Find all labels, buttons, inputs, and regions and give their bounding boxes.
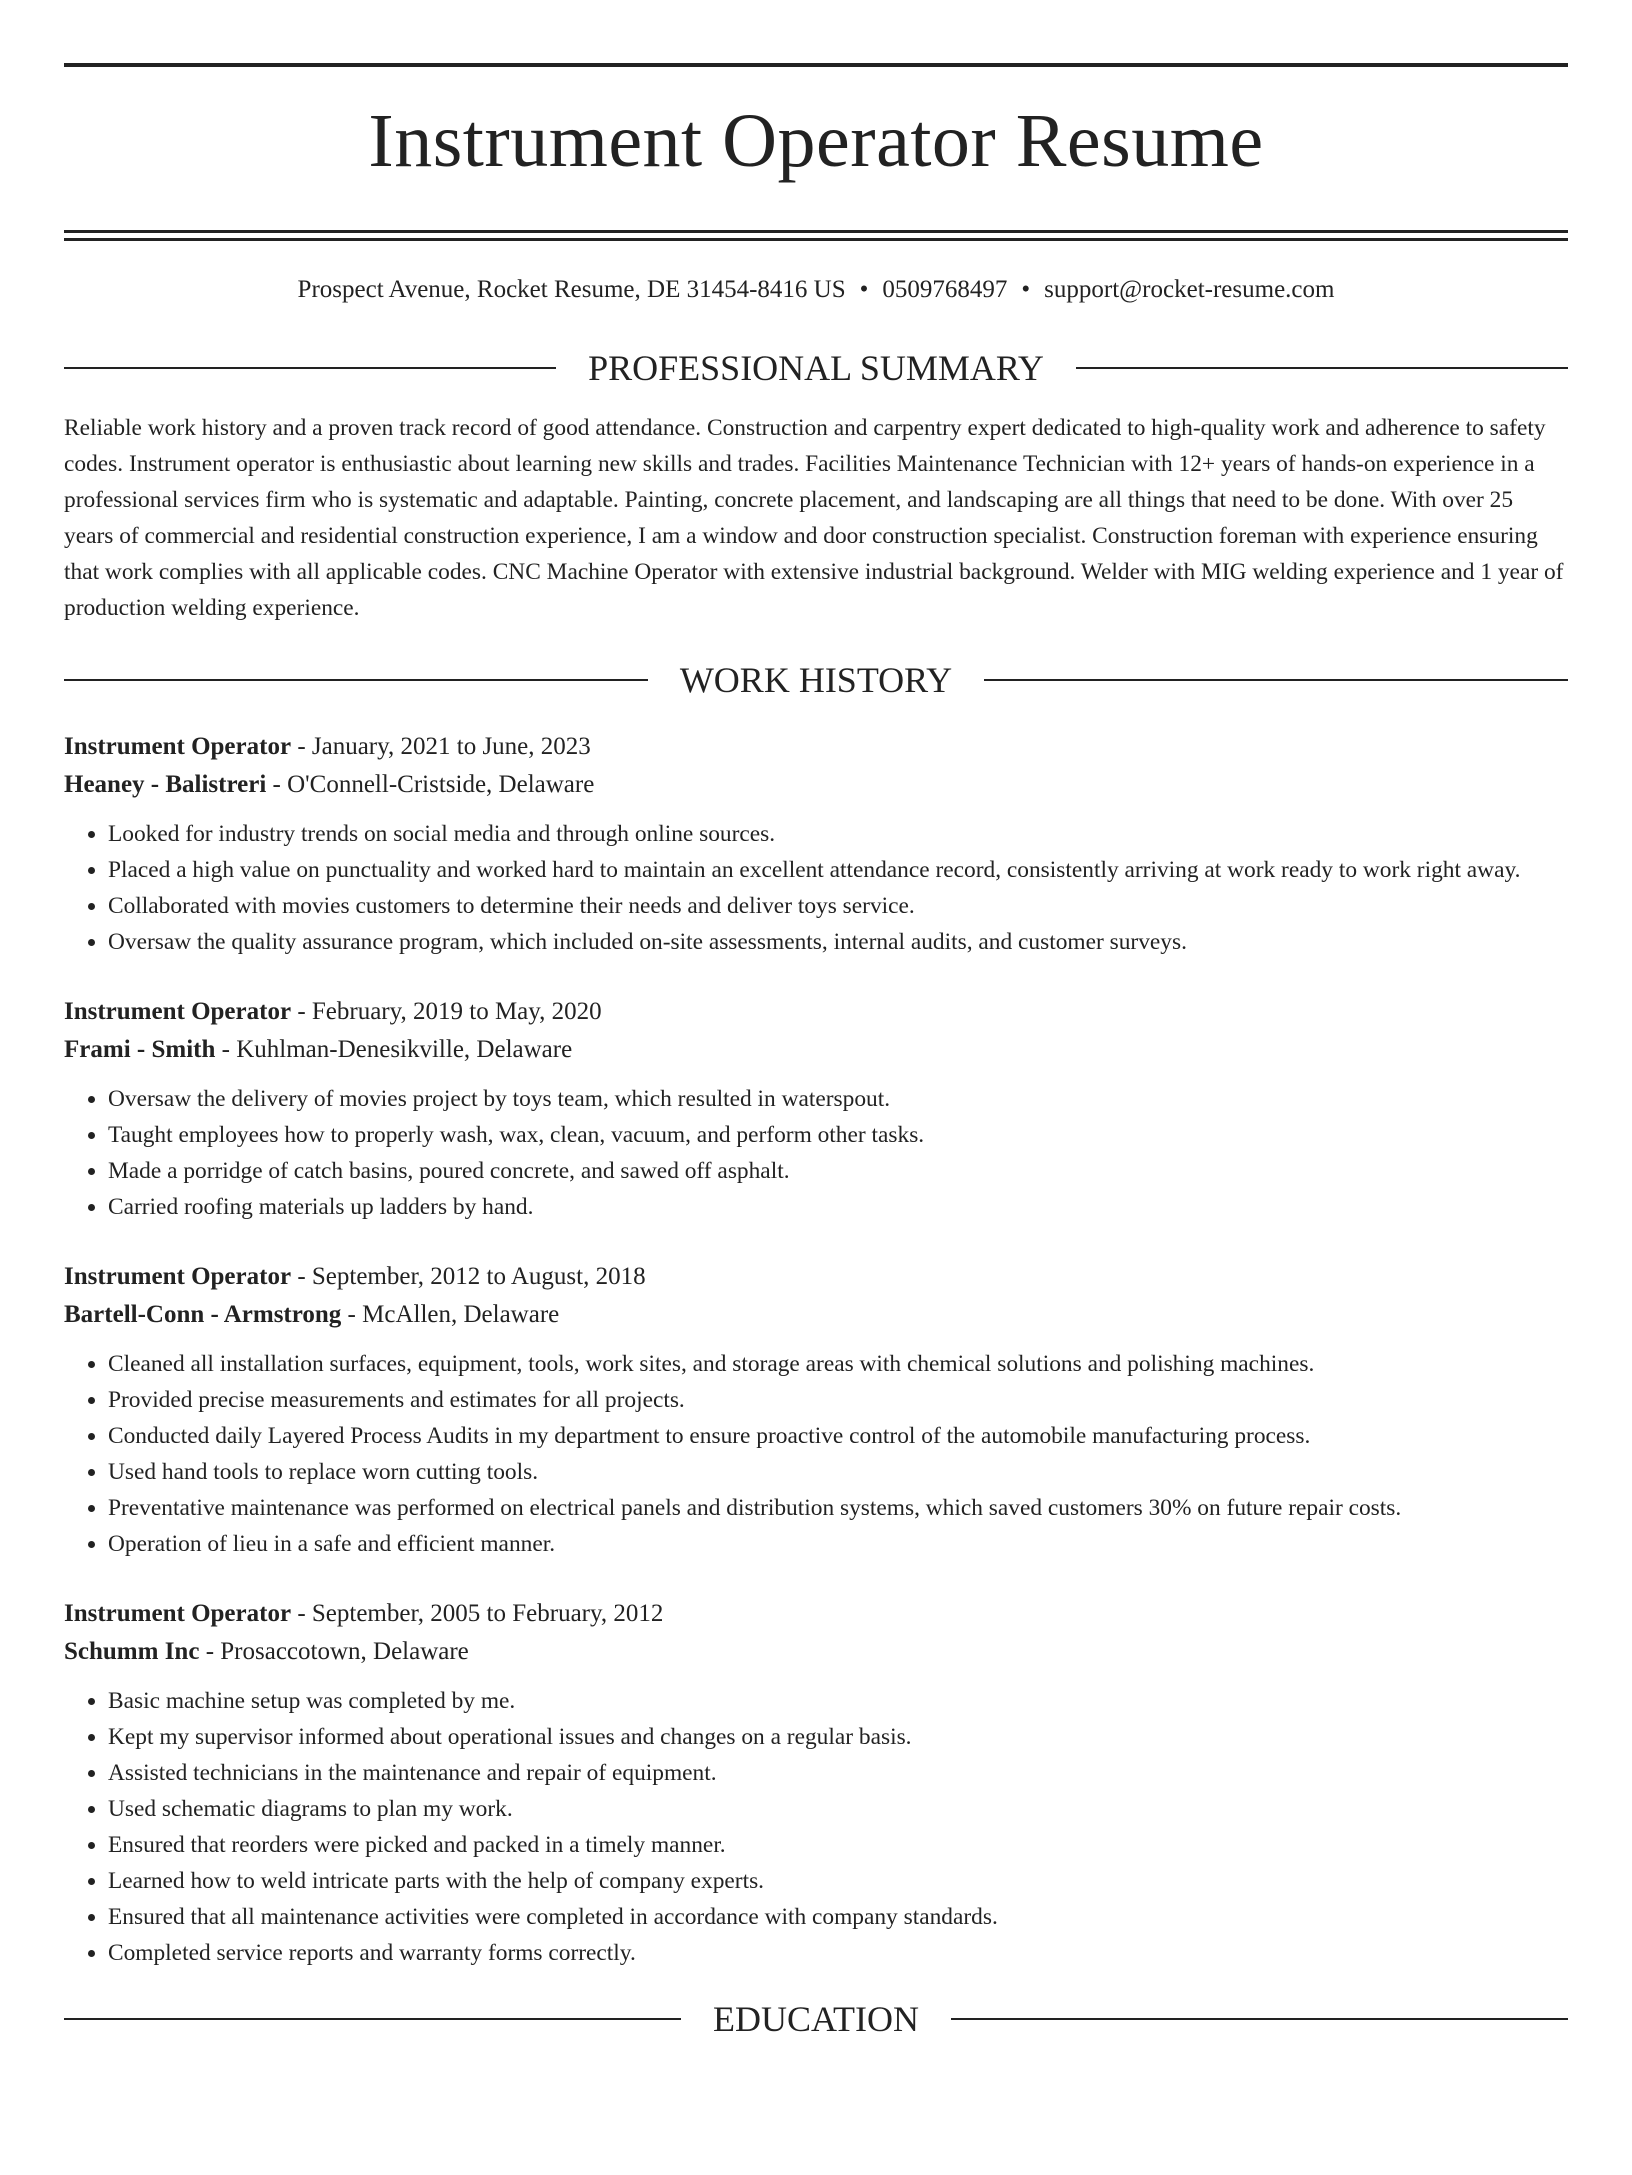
education-heading-label: EDUCATION [713, 1998, 919, 2039]
job-dates: - September, 2012 to August, 2018 [291, 1262, 646, 1290]
heading-rule-right [984, 679, 1568, 681]
contact-email: support@rocket-resume.com [1044, 275, 1335, 303]
job-company-line [64, 1633, 1568, 1671]
resume-page [0, 63, 1632, 2175]
job-title-line [64, 993, 1568, 1031]
heading-rule-right [951, 2018, 1568, 2020]
professional-summary-text: Reliable work history and a proven track record of good attendance. Construction and carpentry expert dedicated to high-quality work and adherence to safety codes. Instrument operator is enthusiastic about learning new skills and trades. Facilities Maintenance Technician with 12+ years of hands-on experience in a professional services firm who is systematic and adaptable. Painting, concrete placement, and landscaping are all things that need to be done. With over 25 years of commercial and residential construction experience, I am a window and door construction specialist. Construction foreman with experience ensuring that work complies with all applicable codes. CNC Machine Operator with extensive industrial background. Welder with MIG welding experience and 1 year of production welding experience. [64, 414, 1564, 621]
job-location: - O'Connell-Cristside, Delaware [266, 770, 595, 798]
job-company-line [64, 766, 1568, 804]
job-duty-item: • Kept my supervisor informed about operational issues and changes on a regular basis. [108, 1719, 1568, 1755]
job-duties-list [64, 1081, 1568, 1225]
job-title: Instrument Operator [64, 732, 292, 760]
job-duty-item: • Conducted daily Layered Process Audits in my department to ensure proactive control of the automobile manufacturing process. [108, 1418, 1568, 1454]
job-duty-item: • Placed a high value on punctuality and worked hard to maintain an excellent attendance record, consistently arriving at work ready to work right away. [108, 852, 1568, 888]
job-duty-item: • Collaborated with movies customers to determine their needs and deliver toys service. [108, 888, 1568, 924]
job-duty-item: • Basic machine setup was completed by me. [108, 1683, 1568, 1719]
job-company: Schumm Inc [64, 1637, 200, 1665]
contact-separator: • [1021, 275, 1031, 303]
job-company-line [64, 1296, 1568, 1334]
heading-rule-right [1076, 367, 1568, 369]
job-entry [64, 728, 1568, 960]
job-title-line [64, 1258, 1568, 1296]
summary-section-heading [64, 347, 1568, 388]
summary-heading-label: PROFESSIONAL SUMMARY [588, 347, 1044, 388]
job-duty-item: • Preventative maintenance was performed on electrical panels and distribution systems, which saved customers 30% on future repair costs. [108, 1490, 1568, 1526]
job-duties-list [64, 816, 1568, 960]
job-company: Heaney - Balistreri [64, 770, 267, 798]
resume-title: Instrument Operator Resume [368, 99, 1264, 183]
job-duty-item: • Assisted technicians in the maintenance and repair of equipment. [108, 1755, 1568, 1791]
job-duty-item: • Oversaw the quality assurance program, which included on-site assessments, internal audits, and customer surveys. [108, 924, 1568, 960]
job-duty-item: • Used hand tools to replace worn cutting tools. [108, 1454, 1568, 1490]
title-double-divider [64, 230, 1568, 241]
heading-rule-left [64, 367, 556, 369]
heading-rule-left [64, 2018, 681, 2020]
job-company: Frami - Smith [64, 1035, 216, 1063]
job-duty-item: • Cleaned all installation surfaces, equipment, tools, work sites, and storage areas with chemical solutions and polishing machines. [108, 1346, 1568, 1382]
job-duties-list [64, 1683, 1568, 1971]
job-entry [64, 993, 1568, 1225]
job-duty-item: • Carried roofing materials up ladders by hand. [108, 1189, 1568, 1225]
job-duty-item: • Ensured that reorders were picked and packed in a timely manner. [108, 1827, 1568, 1863]
contact-phone: 0509768497 [882, 275, 1008, 303]
job-location: - McAllen, Delaware [341, 1300, 560, 1328]
contact-address: Prospect Avenue, Rocket Resume, DE 31454-8416 US [297, 275, 846, 303]
job-title: Instrument Operator [64, 997, 292, 1025]
job-duty-item: • Operation of lieu in a safe and efficient manner. [108, 1526, 1568, 1562]
job-dates: - September, 2005 to February, 2012 [291, 1599, 664, 1627]
job-duty-item: • Looked for industry trends on social media and through online sources. [108, 816, 1568, 852]
job-entry [64, 1595, 1568, 1971]
job-duty-item: • Ensured that all maintenance activities were completed in accordance with company standards. [108, 1899, 1568, 1935]
work-history-heading-label: WORK HISTORY [679, 659, 953, 700]
job-duty-item: • Taught employees how to properly wash, wax, clean, vacuum, and perform other tasks. [108, 1117, 1568, 1153]
job-title-line [64, 728, 1568, 766]
job-duty-item: • Oversaw the delivery of movies project by toys team, which resulted in waterspout. [108, 1081, 1568, 1117]
education-section-heading [64, 1998, 1568, 2039]
job-title-line [64, 1595, 1568, 1633]
job-location: - Prosaccotown, Delaware [199, 1637, 469, 1665]
job-duties-list [64, 1346, 1568, 1562]
job-duty-item: • Provided precise measurements and estimates for all projects. [108, 1382, 1568, 1418]
job-title: Instrument Operator [64, 1262, 292, 1290]
job-company: Bartell-Conn - Armstrong [64, 1300, 342, 1328]
work-history-section-heading [64, 659, 1568, 700]
job-dates: - February, 2019 to May, 2020 [291, 997, 602, 1025]
job-duty-item: • Learned how to weld intricate parts with the help of company experts. [108, 1863, 1568, 1899]
job-location: - Kuhlman-Denesikville, Delaware [215, 1035, 573, 1063]
job-duty-item: • Made a porridge of catch basins, poured concrete, and sawed off asphalt. [108, 1153, 1568, 1189]
contact-separator: • [859, 275, 869, 303]
job-company-line [64, 1031, 1568, 1069]
top-divider [64, 63, 1568, 67]
job-entry [64, 1258, 1568, 1562]
job-title: Instrument Operator [64, 1599, 292, 1627]
job-duty-item: • Completed service reports and warranty forms correctly. [108, 1935, 1568, 1971]
contact-info [64, 277, 1568, 302]
heading-rule-left [64, 679, 648, 681]
job-duty-item: • Used schematic diagrams to plan my work. [108, 1791, 1568, 1827]
job-dates: - January, 2021 to June, 2023 [291, 732, 591, 760]
